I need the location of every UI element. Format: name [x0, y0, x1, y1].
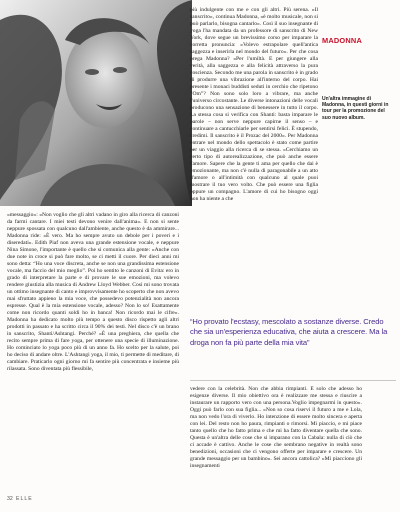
photo-illustration	[0, 0, 192, 206]
article-column-right-top	[190, 7, 318, 314]
article-text-right-top: più indulgente con me e con gli altri. Più serena. «Il sanscrito», continua Madonna, «è molto musicale, non si può parlarlo, bisogna cantarlo». Così il suo insegnante di yoga l'ha mandata da un professore di sanscrito di New York, dove segue un brevissimo corso per imparare la corretta pronuncia: «Volevo estrapolare quell'antica saggezza e inserirla nel mondo del futuro». Per che cosa prega Madonna? «Per l'umiltà. E per giungere alla verità, alla saggezza e alla felicità attraverso la pura coscienza. Secondo me una parola in sanscrito è in grado di produrre una vibrazione all'interno del corpo. Hai presente i monaci buddisti seduti in cerchio che ripetono “Om”? Non sono solo loro a vibrare, ma anche l'universo circostante. Le diverse intonazioni delle vocali producono una sensazione di benessere in tutto il corpo. La stessa cosa si verifica con Shanti: basta imparare le parole – non serve neppure capirne il senso – e continuare a cantucchiarle per sentirsi felici. È stupendo, credimi. Il sanscrito è il Prozac del 2000». Per Madonna entrare nel mondo dello spettacolo è stato come partire per un viaggio alla ricerca di se stessa. «Cerchiamo un certo tipo di autorealizzazione, che può anche essere l'amore. Sapere che la gente ti ama per quello che dai è emozionante, ma non c'è nulla di paragonabile a un atto d'amore o all'intimità con qualcuno al quale puoi mostrare il tuo vero volto. Che può essere una figlia oppure un compagno. L'amore di cui ho bisogno oggi non ha niente a che	[190, 7, 318, 202]
page-number: 32	[7, 496, 13, 502]
pull-quote-divider	[190, 380, 396, 381]
photo-caption: Un'altra immagine di Madonna, in questi giorni in tour per la promozione del suo nuovo album.	[322, 96, 389, 121]
article-text-right-bottom: vedere con la celebrità. Non che abbia rimpianti. È solo che adesso ho esigenze diverse. Il mio obiettivo ora è realizzare me stessa e riuscire a instaurare un rapporto vero con una persona.Voglio impegnarmi in questo». Oggi può farlo con sua figlia... «Non so cosa riservi il futuro a me e Lola, ma non vedo l'ora di viverlo. Ho intenzione di essere molto sincera e aperta con lei. Del resto non ho paura, rimpianti o rimorsi. Mi piaccio, e mi piace tanto quello che ho fatto prima e che mi ha fatto diventare quella che sono. Questa è un'altra delle cose che si imparano con la Cabala: nulla di ciò che ci accade è cattivo. Anche le cose che sembrano negative in realtà sono benedizioni, occasioni che ci vengono offerte per imparare e crescere. Un grande messaggio per un bambino». Sei ancora cattolica? «Mi piacciono gli insegnamenti	[190, 386, 362, 469]
article-text-left: «messaggio»: «Non voglio che gli altri vadano in giro alla ricerca di canzoni da farmi cantare. I miei testi devono venire dall'anima». E non si sente neppure spossata con qualcuno dall'ambiente, anche questo è da ammirare... Madonna ride: «È vero. Ma ho sempre avuto un debole per i poveri e i diseredati». Edith Piaf non aveva una grande estensione vocale, e neppure Nina Simone, l'importante è quello che si comunica alla gente: «Anche con due note in croce si può fare molto, se ci metti il cuore. Per dieci anni mi sono detta: “Ho una voce discreta, anche se non una grandissima estensione vocale, ma faccio del mio meglio”. Poi ho sentito le canzoni di Evita: ero in grado di interpretare la parte e di provare le sue emozioni, ma volevo rendere giustizia alla musica di Andrew Lloyd Webber. Così mi sono trovata un ottimo insegnante di canto e improvvisamente ho scoperto che non avevo mai sfruttato appieno la mia voce, che possedevo potenzialità non ancora espresse. Qual è la mia estensione vocale, adesso? Non lo so! Esattamente come non ricordo quanti soldi ho in banca! Non ricordo mai le cifre». Madonna ha dedicato molto più tempo a questo disco rispetto agli altri prodotti in passato e ha scritto circa il 90% dei testi. Nel disco c'è un brano in sanscrito, Shanti/Ashtangi. Perché? «È una preghiera, che quella che recito sempre prima di fare yoga, per ottenere una specie di illuminazione. Ho cominciato lo yoga poco più di un anno fa. Ho scelto per la salute, poi ho deciso di andare oltre. L'Ashtangi yoga, il mio, ti permette di meditare, di cambiare. Praticarlo ogni giorno mi fa sentire più concentrata e insieme più rilassata. Sono diventata più flessibile,	[7, 212, 179, 372]
pull-quote: “Ho provato l'ecstasy, mescolato a sostanze diverse. Credo che sia un'esperienza educativa, che aiuta a crescere. Ma la droga non fa più parte della mia vita”	[190, 317, 388, 347]
article-column-right-bottom	[190, 386, 362, 488]
article-column-left	[7, 212, 179, 488]
section-title: MADONNA	[322, 36, 362, 45]
magazine-logo: ELLE	[16, 496, 33, 502]
madonna-photo	[0, 0, 192, 206]
